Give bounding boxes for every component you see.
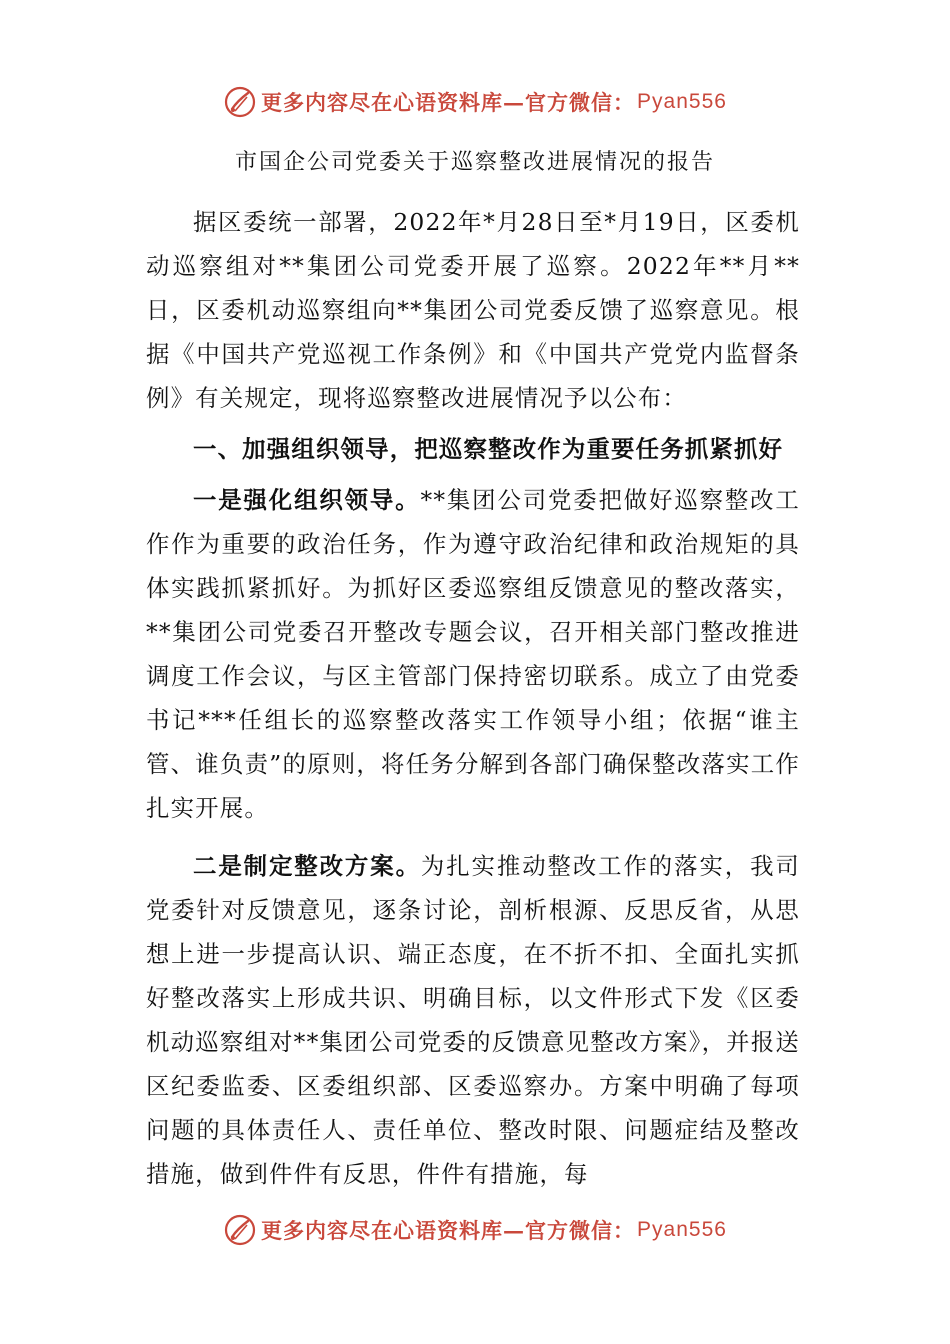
section-heading-text: 一、加强组织领导，把巡察整改作为重要任务抓紧抓好 [193,435,784,463]
watermark-text: 更多内容尽在心语资料库—官方微信： [261,90,636,115]
watermark-handle: Pyan556 [637,90,727,113]
paragraph-point-2 [146,844,800,1196]
watermark-text: 更多内容尽在心语资料库—官方微信： [261,1218,636,1243]
point-2-lead: 二是制定整改方案。 [193,852,421,880]
point-1-text: **集团公司党委把做好巡察整改工作作为重要的政治任务，作为遵守政治纪律和政治规矩的具体实践抓紧抓好。为抓好区委巡察组反馈意见的整改落实，**集团公司党委召开整改专题会议，召开相关部门整改推进调度工作会议，与区主管部门保持密切联系。成立了由党委书记***任组长的巡察整改落实工作领导小组；依据“谁主管、谁负责”的原则，将任务分解到各部门确保整改落实工作扎实开展。 [146,486,800,822]
point-1-lead: 一是强化组织领导。 [193,486,421,514]
pen-seal-icon [223,1213,257,1247]
intro-paragraph: 据区委统一部署，2022年*月28日至*月19日，区委机动巡察组对**集团公司党委开展了巡察。2022年**月**日，区委机动巡察组向**集团公司党委反馈了巡察意见。根据《中国共产党巡视工作条例》和《中国共产党党内监督条例》有关规定，现将巡察整改进展情况予以公布： [146,208,800,412]
watermark-header [0,82,950,122]
document-body [146,200,800,1196]
paragraph-point-1 [146,478,800,830]
document-title: 市国企公司党委关于巡察整改进展情况的报告 [234,150,715,175]
point-2-text: 为扎实推动整改工作的落实，我司党委针对反馈意见，逐条讨论，剖析根源、反思反省，从思想上进一步提高认识、端正态度，在不折不扣、全面扎实抓好整改落实上形成共识、明确目标，以文件形式下发《区委机动巡察组对**集团公司党委的反馈意见整改方案》，并报送区纪委监委、区委组织部、区委巡察办。方案中明确了每项问题的具体责任人、责任单位、整改时限、问题症结及整改措施，做到件件有反思，件件有措施，每 [146,852,800,1188]
watermark-handle: Pyan556 [637,1218,727,1241]
section-heading [146,427,800,471]
watermark-footer [0,1210,950,1250]
pen-seal-icon [223,85,257,119]
